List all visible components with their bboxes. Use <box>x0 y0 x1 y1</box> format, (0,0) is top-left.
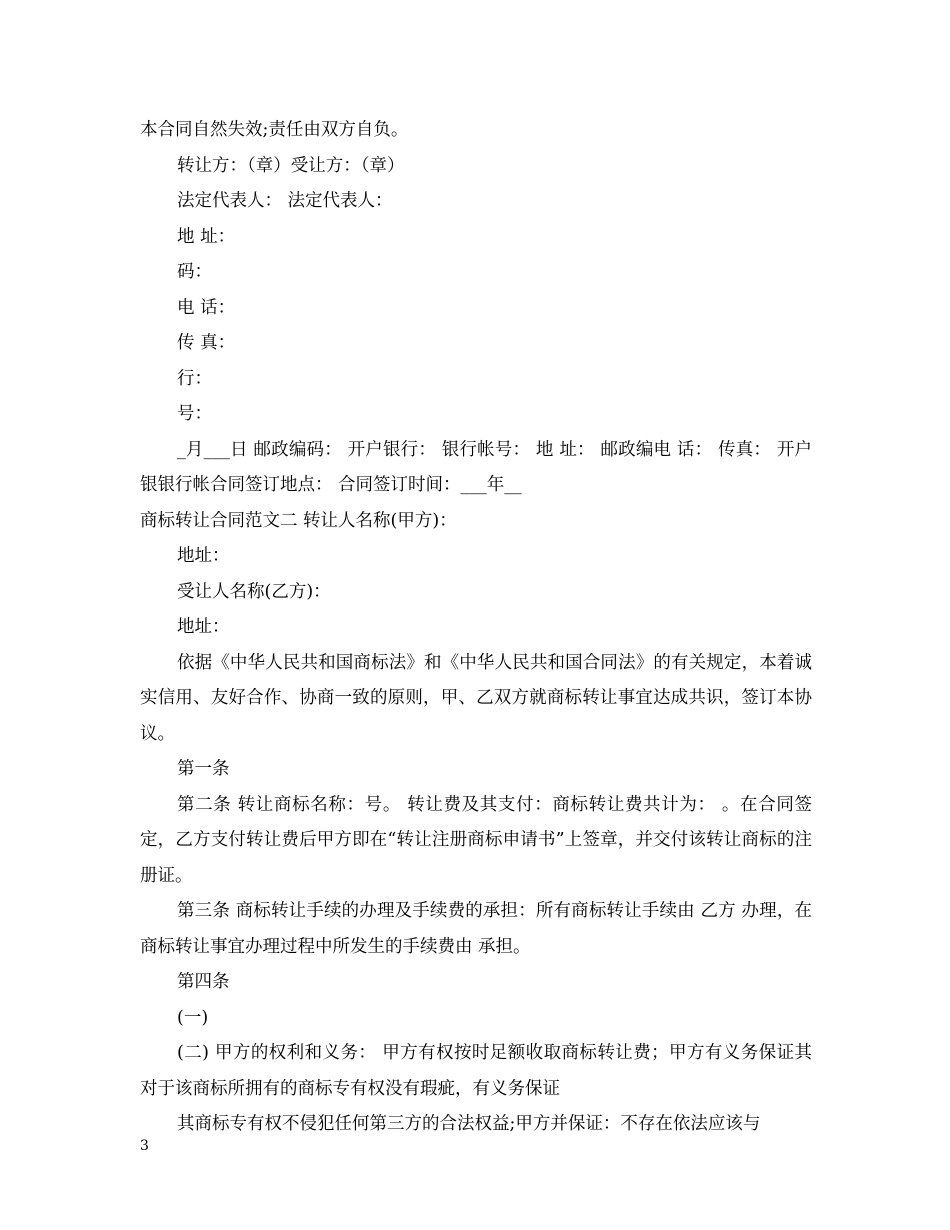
paragraph: 码： <box>177 262 212 282</box>
paragraph: 商标转让合同范文二 转让人名称(甲方)： <box>140 510 457 531</box>
paragraph: 地址： <box>177 617 230 637</box>
paragraph: 第四条 <box>177 972 230 992</box>
page-number: 3 <box>140 1138 149 1154</box>
paragraph: (二) 甲方的权利和义务： 甲方有权按时足额收取商标转让费；甲方有义务保证其对于该商标所拥有的商标专有权没有瑕疵，有义务保证 <box>140 1043 812 1099</box>
paragraph: 第一条 <box>177 759 230 779</box>
paragraph: 行： <box>177 368 212 389</box>
paragraph: 电 话： <box>177 297 236 318</box>
paragraph: 第三条 商标转让手续的办理及手续费的承担：所有商标转让手续由 乙方 办理，在商标转让事宜办理过程中所发生的手续费由 承担。 <box>140 901 812 957</box>
paragraph: 地址： <box>177 546 230 566</box>
paragraph: 法定代表人： 法定代表人： <box>177 191 393 211</box>
paragraph: 本合同自然失效;责任由双方自负。 <box>140 120 409 140</box>
paragraph: 受让人名称(乙方)： <box>177 581 331 602</box>
paragraph: (一) <box>177 1007 209 1028</box>
paragraph: _月___日 邮政编码： 开户银行： 银行帐号： 地 址： 邮政编电 话： 传真： 开户银银行帐合同签订地点： 合同签订时间：___年__ <box>140 439 812 495</box>
paragraph: 传 真： <box>177 333 236 353</box>
paragraph: 地 址： <box>177 226 236 247</box>
paragraph: 依据《中华人民共和国商标法》和《中华人民共和国合同法》的有关规定，本着诚实信用、友好合作、协商一致的原则，甲、乙双方就商标转让事宜达成共识，签订本协议。 <box>140 652 812 744</box>
paragraph: 号： <box>177 404 212 424</box>
paragraph: 其商标专有权不侵犯任何第三方的合法权益;甲方并保证：不存在依法应该与 <box>177 1114 761 1134</box>
paragraph: 转让方：（章）受让方：（章） <box>177 155 405 176</box>
paragraph: 第二条 转让商标名称：号。 转让费及其支付：商标转让费共计为： 。在合同签定，乙方支付转让费后甲方即在“转让注册商标申请书”上签章，并交付该转让商标的注册证。 <box>140 794 812 886</box>
document-body <box>140 113 812 1143</box>
